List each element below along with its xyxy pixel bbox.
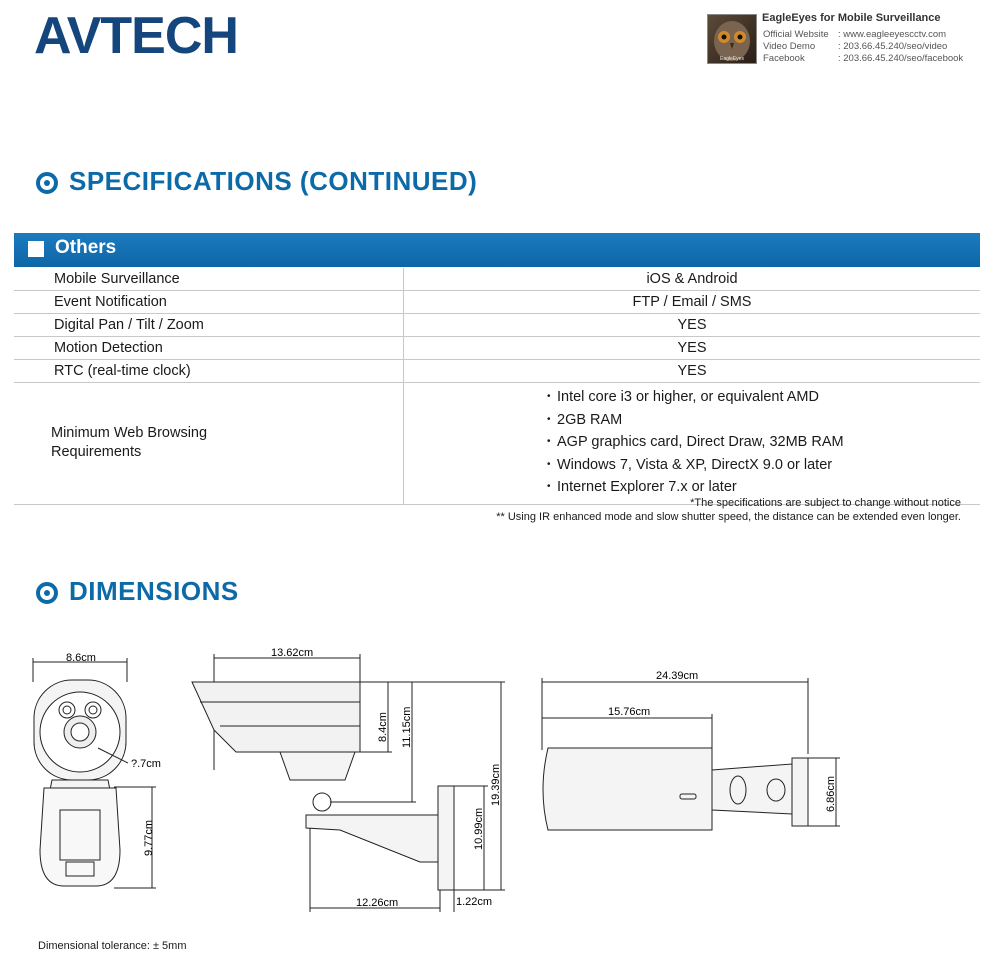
table-row xyxy=(14,314,980,337)
list-item: • Internet Explorer 7.x or later xyxy=(547,477,980,500)
side-depth-label: 12.26cm xyxy=(356,897,399,909)
section-bullet-icon xyxy=(36,582,58,604)
table-row-requirements xyxy=(14,383,980,505)
table-row xyxy=(14,291,980,314)
specs-title: SPECIFICATIONS (CONTINUED) xyxy=(69,166,478,196)
requirements-value xyxy=(404,383,981,505)
link-label-video: Video Demo xyxy=(763,41,816,52)
requirements-list xyxy=(404,383,980,504)
requirements-key-line2: Requirements xyxy=(51,444,142,461)
brand-logo: AVTECH xyxy=(34,7,238,65)
table-row xyxy=(14,337,980,360)
others-header-bar xyxy=(14,233,980,267)
spec-notes xyxy=(496,496,961,524)
square-icon xyxy=(28,241,44,257)
table-row xyxy=(14,268,980,291)
link-video[interactable]: : 203.66.45.240/seo/video xyxy=(838,41,948,52)
spec-key: Digital Pan / Tilt / Zoom xyxy=(14,314,404,337)
side-length-label: 13.62cm xyxy=(271,647,314,659)
top-housing-label: 15.76cm xyxy=(608,706,651,718)
spec-key: Motion Detection xyxy=(14,337,404,360)
spec-value: YES xyxy=(404,337,981,360)
side-total-label: 19.39cm xyxy=(490,763,502,806)
front-lens-label: ?.7cm xyxy=(131,758,161,770)
table-row xyxy=(14,360,980,383)
tolerance-note: Dimensional tolerance: ± 5mm xyxy=(38,940,187,952)
spec-value: iOS & Android xyxy=(404,268,981,291)
spec-key-requirements xyxy=(14,383,404,505)
list-item: • Windows 7, Vista & XP, DirectX 9.0 or later xyxy=(547,455,980,478)
note-1: *The specifications are subject to change without notice xyxy=(690,497,961,509)
dimensions-title: DIMENSIONS xyxy=(69,576,239,606)
list-item: • AGP graphics card, Direct Draw, 32MB RAM xyxy=(547,432,980,455)
spec-table xyxy=(14,268,980,505)
app-title: EagleEyes for Mobile Surveillance xyxy=(762,12,941,24)
side-body-label: 11.15cm xyxy=(401,706,413,748)
top-view-drawing xyxy=(542,678,840,830)
owl-icon xyxy=(708,15,756,63)
front-view-drawing xyxy=(33,658,156,888)
spec-key: Event Notification xyxy=(14,291,404,314)
link-website[interactable]: : www.eagleeyescctv.com xyxy=(838,29,947,40)
link-label-facebook: Facebook xyxy=(763,53,805,64)
list-item: • Intel core i3 or higher, or equivalent AMD xyxy=(547,387,980,410)
front-bracket-label: 9.77cm xyxy=(143,819,155,856)
section-bullet-icon xyxy=(36,172,58,194)
spec-value: YES xyxy=(404,314,981,337)
spec-value: FTP / Email / SMS xyxy=(404,291,981,314)
note-2: ** Using IR enhanced mode and slow shutter speed, the distance can be extended even longer. xyxy=(496,511,961,523)
thumb-caption: EagleEyes xyxy=(720,56,744,62)
front-width-label: 8.6cm xyxy=(66,652,96,664)
side-plate-label: 1.22cm xyxy=(456,896,493,908)
requirements-key-line1: Minimum Web Browsing xyxy=(51,425,208,442)
side-housing-label: 8.4cm xyxy=(377,712,389,742)
link-label-website: Official Website xyxy=(763,29,829,40)
spec-value: YES xyxy=(404,360,981,383)
spec-key: Mobile Surveillance xyxy=(14,268,404,291)
top-total-label: 24.39cm xyxy=(656,670,699,682)
side-view-drawing xyxy=(192,654,505,912)
dimension-drawings xyxy=(0,630,994,930)
eagleeyes-thumbnail xyxy=(707,14,757,64)
top-plate-label: 6.86cm xyxy=(825,775,837,812)
others-section-title: Others xyxy=(55,237,117,258)
list-item: • 2GB RAM xyxy=(547,410,980,433)
spec-key: RTC (real-time clock) xyxy=(14,360,404,383)
link-facebook[interactable]: : 203.66.45.240/seo/facebook xyxy=(838,53,964,64)
side-bracket-label: 10.99cm xyxy=(473,807,485,850)
